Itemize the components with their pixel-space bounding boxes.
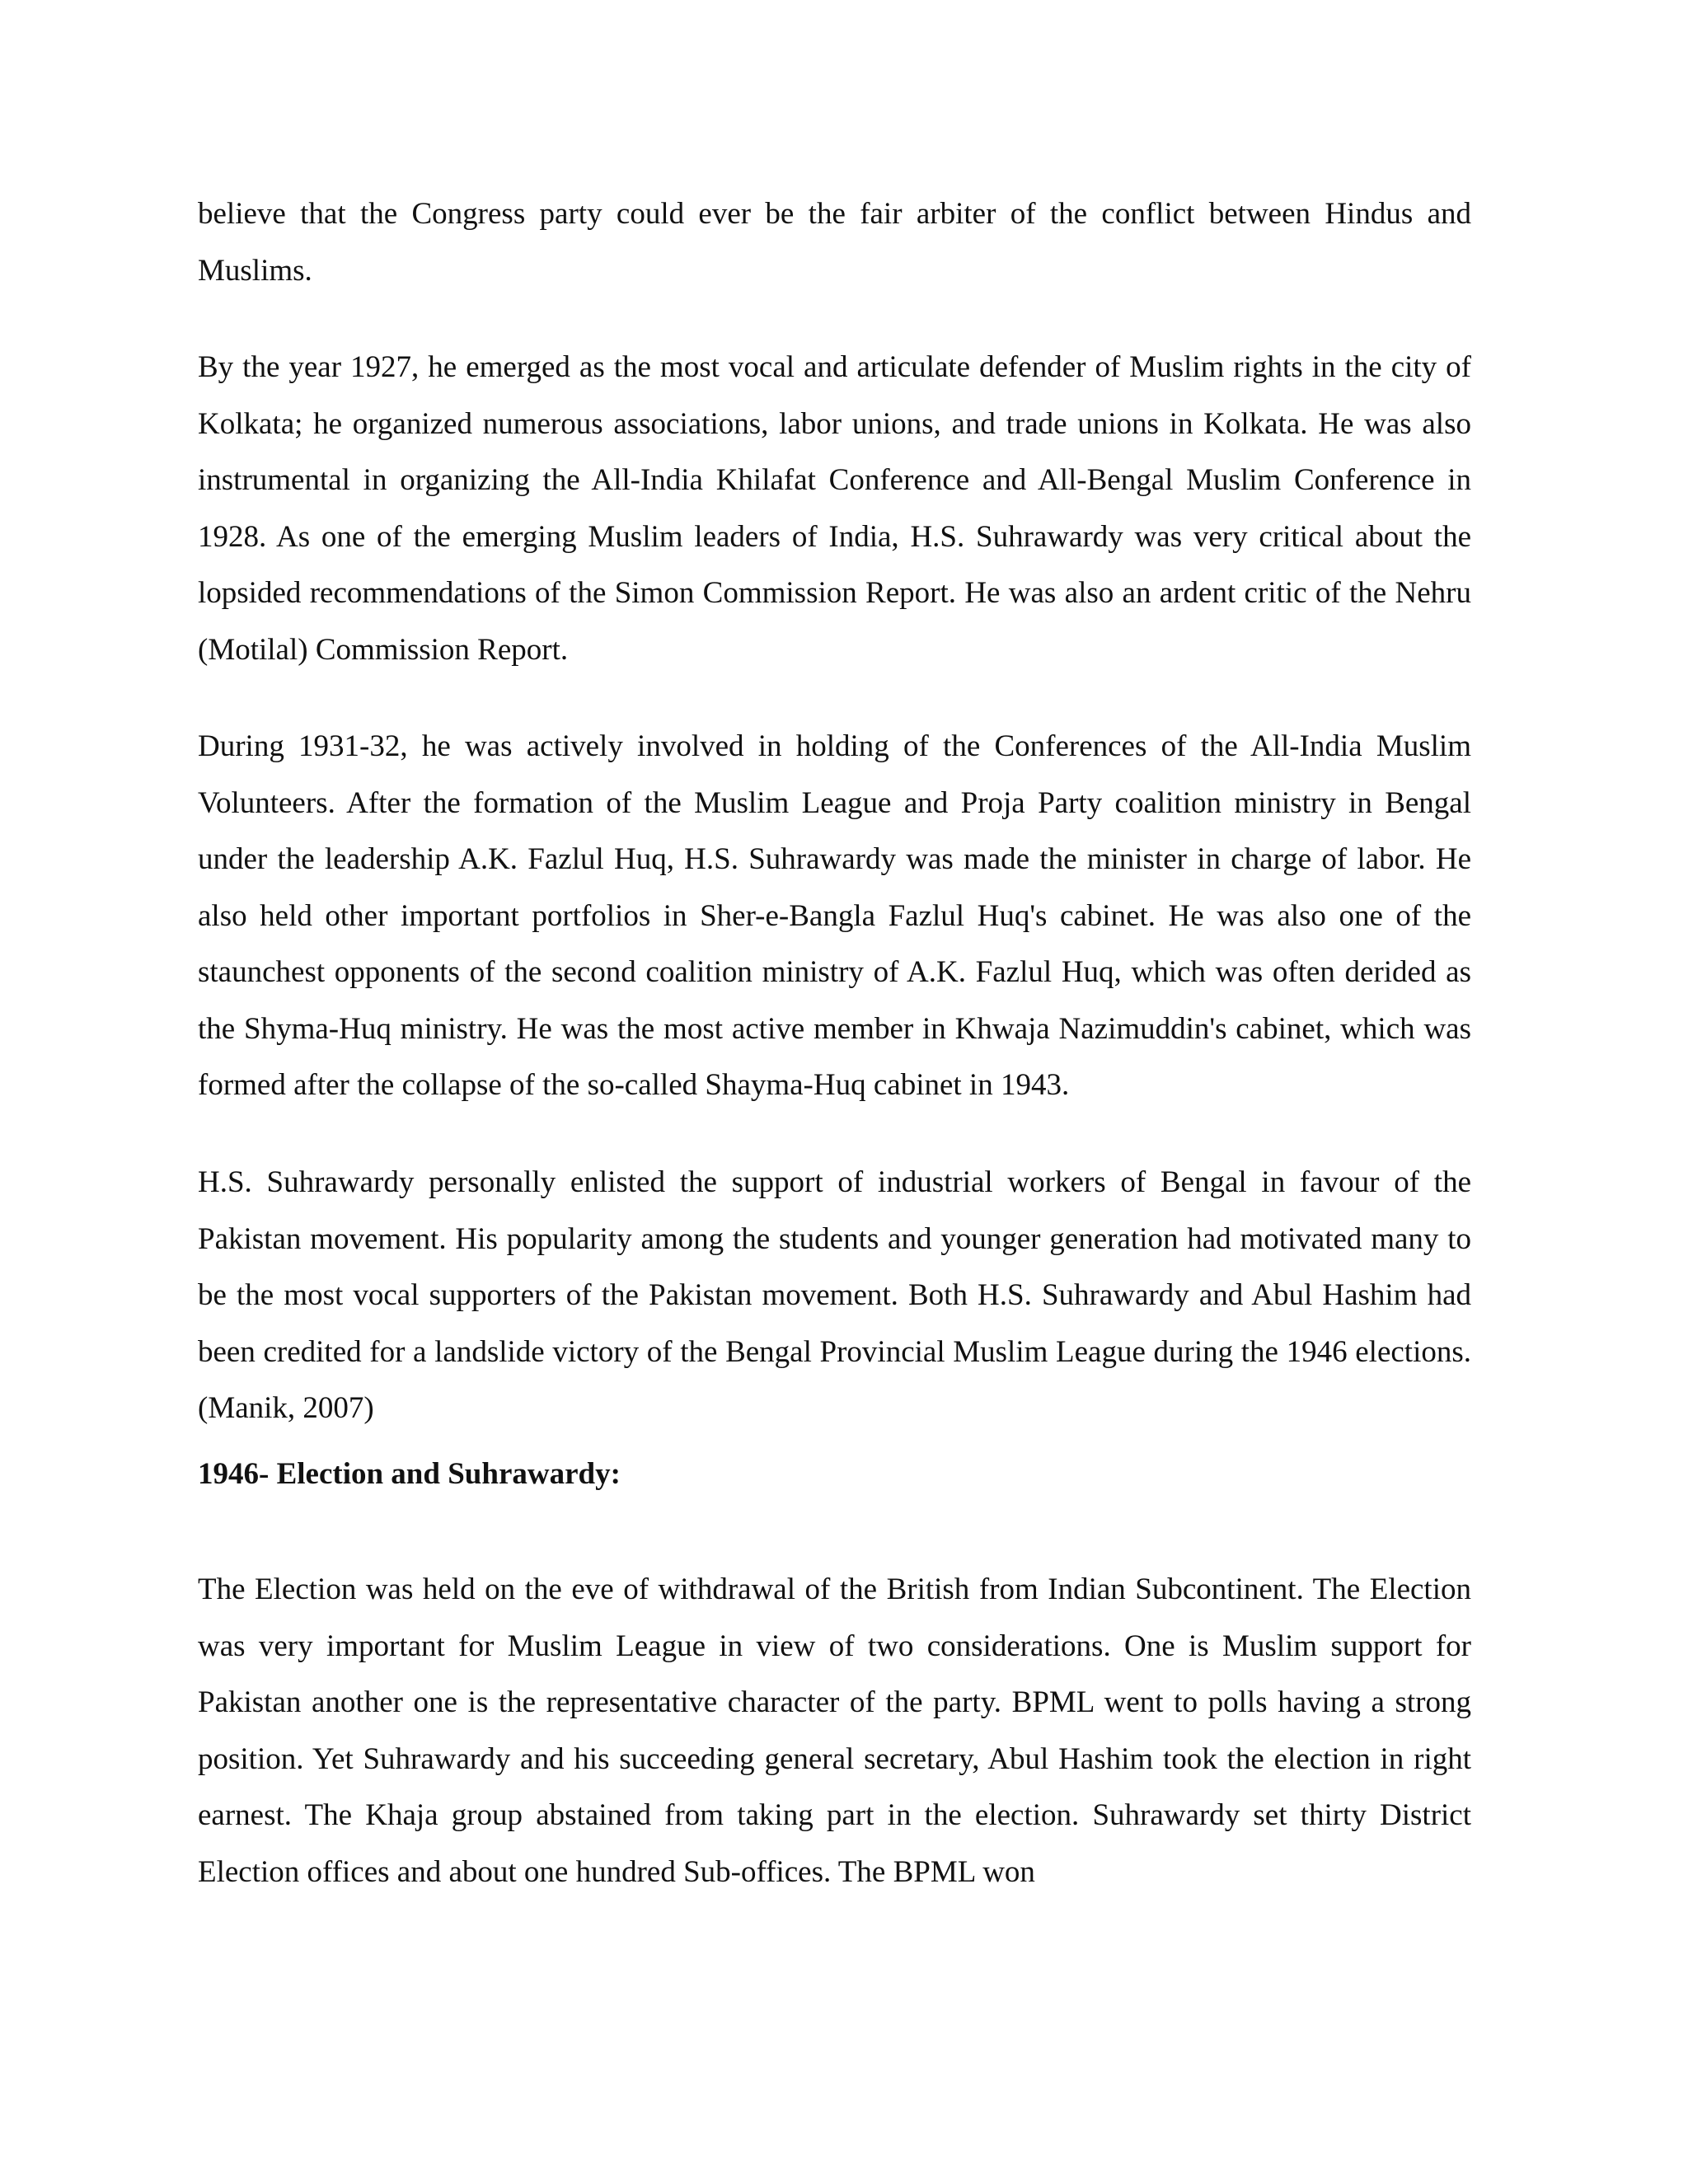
paragraph-congress-arbiter: believe that the Congress party could ever be the fair arbiter of the conflict between Hindus and Muslims. (198, 197, 1471, 288)
section-heading: 1946- Election and Suhrawardy: (198, 1457, 621, 1491)
paragraph-1927-defender: By the year 1927, he emerged as the most vocal and articulate defender of Muslim rights in the city of Kolkata; he organized numerous associations, labor unions, and trade unions in Kolkata. He was also instrumental in organizing the All-India Khilafat Conference and All-Bengal Muslim Conference in 1928. As one of the emerging Muslim leaders of India, H.S. Suhrawardy was very critical about the lopsided recommendations of the Simon Commission Report. He was also an ardent critic of the Nehru (Motilal) Commission Report. (198, 350, 1471, 667)
paragraph-pakistan-movement: H.S. Suhrawardy personally enlisted the support of industrial workers of Bengal in favour of the Pakistan movement. His popularity among the students and younger generation had motivated many to be the most vocal supporters of the Pakistan movement. Both H.S. Suhrawardy and Abul Hashim had been credited for a landslide victory of the Bengal Provincial Muslim League during the 1946 elections. (Manik, 2007) (198, 1165, 1471, 1425)
paragraph-1931-conferences: During 1931-32, he was actively involved in holding of the Conferences of the All-India Muslim Volunteers. After the formation of the Muslim League and Proja Party coalition ministry in Bengal under the leadership A.K. Fazlul Huq, H.S. Suhrawardy was made the minister in charge of labor. He also held other important portfolios in Sher-e-Bangla Fazlul Huq's cabinet. He was also one of the staunchest opponents of the second coalition ministry of A.K. Fazlul Huq, which was often derided as the Shyma-Huq ministry. He was the most active member in Khwaja Nazimuddin's cabinet, which was formed after the collapse of the so-called Shayma-Huq cabinet in 1943. (198, 729, 1471, 1102)
paragraph-1946-election: The Election was held on the eve of withdrawal of the British from Indian Subcontinent. The Election was very important for Muslim League in view of two considerations. One is Muslim support for Pakistan another one is the representative character of the party. BPML went to polls having a strong position. Yet Suhrawardy and his succeeding general secretary, Abul Hashim took the election in right earnest. The Khaja group abstained from taking part in the election. Suhrawardy set thirty District Election offices and about one hundred Sub-offices. The BPML won (198, 1572, 1471, 1889)
